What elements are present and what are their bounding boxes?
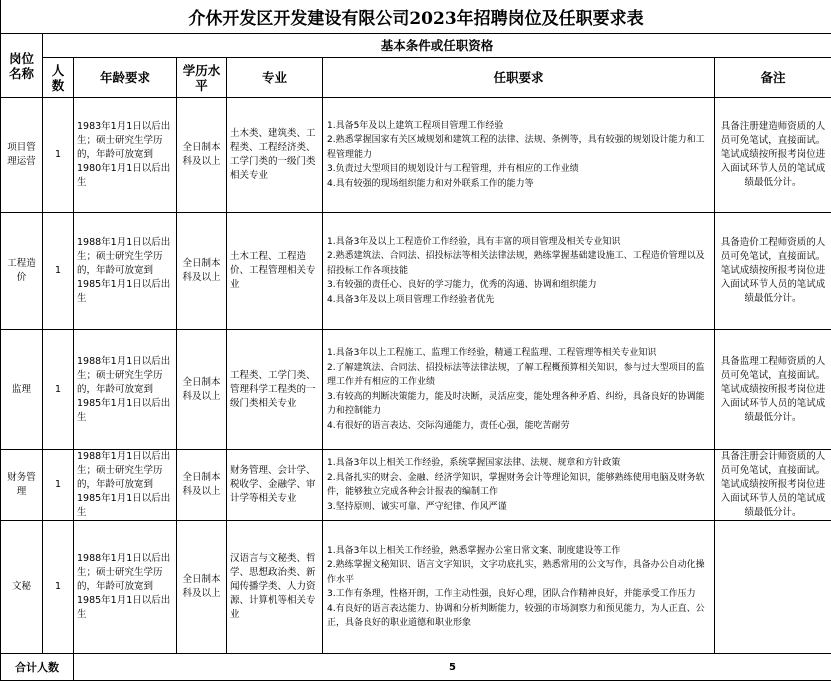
requirement-item: 3.负责过大型项目的规划设计与工程管理，并有相应的工作业绩 [327,162,710,177]
age-cell: 1988年1月1日以后出生；硕士研究生学历的，年龄可放宽到1985年1月1日以后出生 [74,213,177,330]
education-cell: 全日制本科及以上 [177,521,227,654]
requirement-item: 1.具备3年以上相关工作经验，熟悉掌握办公室日常文案、制度建设等工作 [327,544,710,559]
table-row [1,450,831,521]
count-cell: 1 [43,98,74,213]
requirements-cell [323,521,715,654]
header-notes: 备注 [715,58,831,98]
total-count: 5 [74,654,831,681]
requirements-cell [323,213,715,330]
requirement-item: 1.具备3年以上工程施工、监理工作经验，精通工程监理、工程管理等相关专业知识 [327,346,710,361]
education-cell: 全日制本科及以上 [177,213,227,330]
header-count: 人数 [43,58,74,98]
total-label: 合计人数 [1,654,74,681]
header-major: 专业 [227,58,323,98]
major-cell: 土木类、建筑类、工程类、工程经济类、工学门类的一级门类相关专业 [227,98,323,213]
major-cell: 汉语言与文秘类、哲学、思想政治类、新闻传播学类、人力资源、计算机等相关专业 [227,521,323,654]
position-cell: 文秘 [1,521,43,654]
header-position: 岗位名称 [1,34,43,98]
major-cell: 财务管理、会计学、税收学、金融学、审计学等相关专业 [227,450,323,521]
requirement-item: 3.有较高的判断决策能力，能及时决断，灵活应变，能处理各种矛盾、纠纷，具备良好的协调能力和控制能力 [327,390,710,419]
requirement-item: 2.熟悉掌握国家有关区域规划和建筑工程的法律、法规、条例等，具有较强的规划设计能力和工程管理能力 [327,133,710,162]
count-cell: 1 [43,521,74,654]
note-cell: 具备造价工程师资质的人员可免笔试，直接面试。笔试成绩按所报考岗位进入面试环节人员的笔试成绩最低分计。 [715,213,831,330]
requirement-item: 2.具备扎实的财会、金融、经济学知识，掌握财务会计等理论知识，能够熟练使用电脑及财务软件，能够独立完成各种会计报表的编制工作 [327,471,710,500]
requirement-item: 4.有很好的语言表达、交际沟通能力，责任心强，能吃苦耐劳 [327,419,710,434]
count-cell: 1 [43,450,74,521]
requirement-item: 2.熟练掌握文秘知识、语言文字知识，文字功底扎实，熟悉常用的公文写作，具备办公自动化操作水平 [327,558,710,587]
position-cell: 项目管理运营 [1,98,43,213]
major-cell: 工程类、工学门类、管理科学工程类的一级门类相关专业 [227,330,323,450]
major-cell: 土木工程、工程造价、工程管理相关专业 [227,213,323,330]
age-cell: 1988年1月1日以后出生；硕士研究生学历的，年龄可放宽到1985年1月1日以后出生 [74,450,177,521]
education-cell: 全日制本科及以上 [177,330,227,450]
note-cell [715,521,831,654]
total-row [1,654,831,681]
requirement-item: 4.具有较强的现场组织能力和对外联系工作的能力等 [327,177,710,192]
requirement-item: 4.有良好的语言表达能力、协调和分析判断能力，较强的市场洞察力和预见能力，为人正直、公正，具备良好的职业道德和职业形象 [327,602,710,631]
table-row [1,98,831,213]
page-title: 介休开发区开发建设有限公司2023年招聘岗位及任职要求表 [1,0,831,34]
count-cell: 1 [43,330,74,450]
header-age: 年龄要求 [74,58,177,98]
requirement-item: 4.具备3年及以上项目管理工作经验者优先 [327,293,710,308]
age-cell: 1983年1月1日以后出生；硕士研究生学历的，年龄可放宽到1980年1月1日以后出生 [74,98,177,213]
requirement-item: 1.具备5年及以上建筑工程项目管理工作经验 [327,119,710,134]
count-cell: 1 [43,213,74,330]
position-cell: 工程造价 [1,213,43,330]
requirement-item: 2.熟悉建筑法、合同法、招投标法等相关法律法规，熟练掌握基础建设施工、工程造价管理以及招投标工作各项技能 [327,249,710,278]
requirement-item: 3.坚持原则、诚实可靠、严守纪律、作风严谨 [327,500,710,515]
requirement-item: 3.工作有条理，性格开朗，工作主动性强，良好心理，团队合作精神良好，并能承受工作压力 [327,587,710,602]
table-row [1,521,831,654]
requirement-item: 3.有较强的责任心、良好的学习能力，优秀的沟通、协调和组织能力 [327,278,710,293]
table-row [1,213,831,330]
age-cell: 1988年1月1日以后出生；硕士研究生学历的，年龄可放宽到1985年1月1日以后出生 [74,330,177,450]
header-basic-conditions: 基本条件或任职资格 [43,34,831,58]
position-cell: 监理 [1,330,43,450]
header-requirements: 任职要求 [323,58,715,98]
header-education: 学历水平 [177,58,227,98]
requirements-cell [323,450,715,521]
requirements-cell [323,98,715,213]
note-cell: 具备注册会计师资质的人员可免笔试，直接面试。笔试成绩按所报考岗位进入面试环节人员的笔试成绩最低分计。 [715,450,831,521]
requirement-item: 2.了解建筑法、合同法、招投标法等法律法规，了解工程概预算相关知识，参与过大型项目的监理工作并有相应的工作业绩 [327,361,710,390]
note-cell: 具备注册建造师资质的人员可免笔试，直接面试。笔试成绩按所报考岗位进入面试环节人员的笔试成绩最低分计。 [715,98,831,213]
requirement-item: 1.具备3年及以上工程造价工作经验，具有丰富的项目管理及相关专业知识 [327,235,710,250]
requirement-item: 1.具备3年以上相关工作经验，系统掌握国家法律、法规、规章和方针政策 [327,456,710,471]
age-cell: 1988年1月1日以后出生；硕士研究生学历的，年龄可放宽到1985年1月1日以后出生 [74,521,177,654]
education-cell: 全日制本科及以上 [177,450,227,521]
note-cell: 具备监理工程师资质的人员可免笔试，直接面试。笔试成绩按所报考岗位进入面试环节人员的笔试成绩最低分计。 [715,330,831,450]
education-cell: 全日制本科及以上 [177,98,227,213]
position-cell: 财务管理 [1,450,43,521]
table-row [1,330,831,450]
requirements-cell [323,330,715,450]
